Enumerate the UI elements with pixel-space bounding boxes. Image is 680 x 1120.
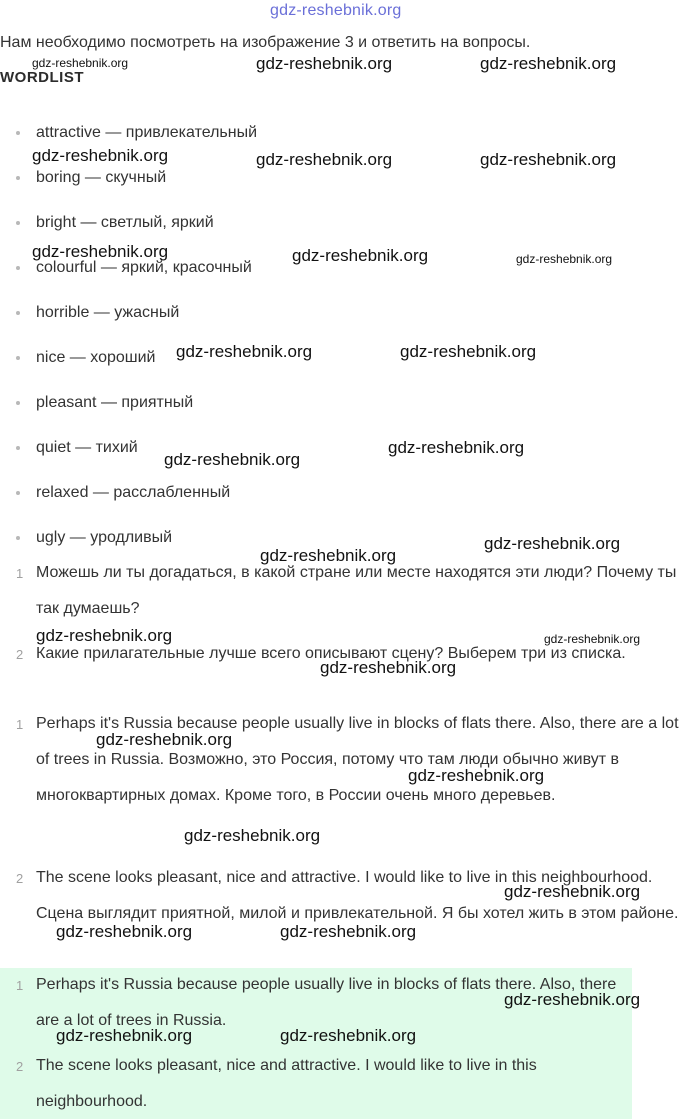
watermark: gdz-reshebnik.org <box>56 1026 193 1045</box>
watermark: gdz-reshebnik.org <box>480 150 617 169</box>
watermark: gdz-reshebnik.org <box>164 450 301 469</box>
intro-text: Нам необходимо посмотреть на изображение 3 и ответить на вопросы. <box>0 34 531 51</box>
highlighted-answer-2 <box>0 1048 632 1120</box>
bullet-dot-icon <box>16 356 20 360</box>
answer-text: Perhaps it's Russia because people usually live in blocks of flats there. Also, there are a lot of trees in Russia. Возможно, это Россия, потому что там люди обычно живут в многоквартирных домах. Кроме того, в России очень много деревьев. <box>36 715 679 804</box>
question-text: Какие прилагательные лучше всего описывают сцену? Выберем три из списка. <box>36 645 626 662</box>
wordlist-heading: WORDLIST <box>0 69 84 86</box>
question-number: 2 <box>16 647 24 662</box>
watermark: gdz-reshebnik.org <box>32 146 169 165</box>
list-item: horrible — ужасный <box>0 300 257 345</box>
bullet-dot-icon <box>16 131 20 135</box>
watermark: gdz-reshebnik.org <box>480 54 617 73</box>
bullet-dot-icon <box>16 311 20 315</box>
watermark: gdz-reshebnik.org <box>280 922 417 941</box>
watermark: gdz-reshebnik.org <box>516 252 613 266</box>
answer-text: The scene looks pleasant, nice and attractive. I would like to live in this neighbourhood. Сцена выглядит приятной, милой и привлекательной. Я бы хотел жить в этом районе. <box>36 869 679 922</box>
watermark: gdz-reshebnik.org <box>320 658 457 677</box>
watermark: gdz-reshebnik.org <box>280 1026 417 1045</box>
bullet-dot-icon <box>16 401 20 405</box>
bullet-dot-icon <box>16 446 20 450</box>
list-item: relaxed — расслабленный <box>0 480 257 525</box>
answer-number: 1 <box>16 717 24 732</box>
watermark: gdz-reshebnik.org <box>504 990 641 1009</box>
site-link[interactable]: gdz-reshebnik.org <box>270 2 402 19</box>
watermark: gdz-reshebnik.org <box>96 730 233 749</box>
list-item: bright — светлый, яркий <box>0 210 257 255</box>
answer-text: Perhaps it's Russia because people usually live in blocks of flats there. Also, there are a lot of trees in Russia. <box>36 976 617 1029</box>
list-item: boring — скучный <box>0 165 257 210</box>
answer-number: 2 <box>16 1059 24 1074</box>
watermark: gdz-reshebnik.org <box>176 342 313 361</box>
watermark: gdz-reshebnik.org <box>400 342 537 361</box>
watermark: gdz-reshebnik.org <box>544 632 641 646</box>
list-item: nice — хороший <box>0 345 257 390</box>
watermark: gdz-reshebnik.org <box>504 882 641 901</box>
answer-1 <box>0 706 680 814</box>
watermark: gdz-reshebnik.org <box>32 242 169 261</box>
watermark: gdz-reshebnik.org <box>32 56 129 70</box>
list-item: quiet — тихий <box>0 435 257 480</box>
list-item: ugly — уродливый <box>0 525 257 570</box>
answer-number: 1 <box>16 978 24 993</box>
watermark: gdz-reshebnik.org <box>56 922 193 941</box>
watermark: gdz-reshebnik.org <box>292 246 429 265</box>
watermark: gdz-reshebnik.org <box>408 766 545 785</box>
bullet-dot-icon <box>16 536 20 540</box>
answer-text: The scene looks pleasant, nice and attractive. I would like to live in this neighbourhood. <box>36 1057 537 1110</box>
answer-number: 2 <box>16 871 24 886</box>
watermark: gdz-reshebnik.org <box>36 626 173 645</box>
watermark: gdz-reshebnik.org <box>256 54 393 73</box>
watermark: gdz-reshebnik.org <box>260 546 397 565</box>
bullet-dot-icon <box>16 266 20 270</box>
list-item: colourful — яркий, красочный <box>0 255 257 300</box>
list-item: pleasant — приятный <box>0 390 257 435</box>
watermark: gdz-reshebnik.org <box>256 150 393 169</box>
list-item: attractive — привлекательный <box>0 120 257 165</box>
watermark: gdz-reshebnik.org <box>388 438 525 457</box>
bullet-dot-icon <box>16 176 20 180</box>
question-number: 1 <box>16 566 24 581</box>
question-text: Можешь ли ты догадаться, в какой стране или месте находятся эти люди? Почему ты так думаешь? <box>36 564 677 617</box>
bullet-dot-icon <box>16 221 20 225</box>
watermark: gdz-reshebnik.org <box>184 826 321 845</box>
bullet-dot-icon <box>16 491 20 495</box>
watermark: gdz-reshebnik.org <box>484 534 621 553</box>
